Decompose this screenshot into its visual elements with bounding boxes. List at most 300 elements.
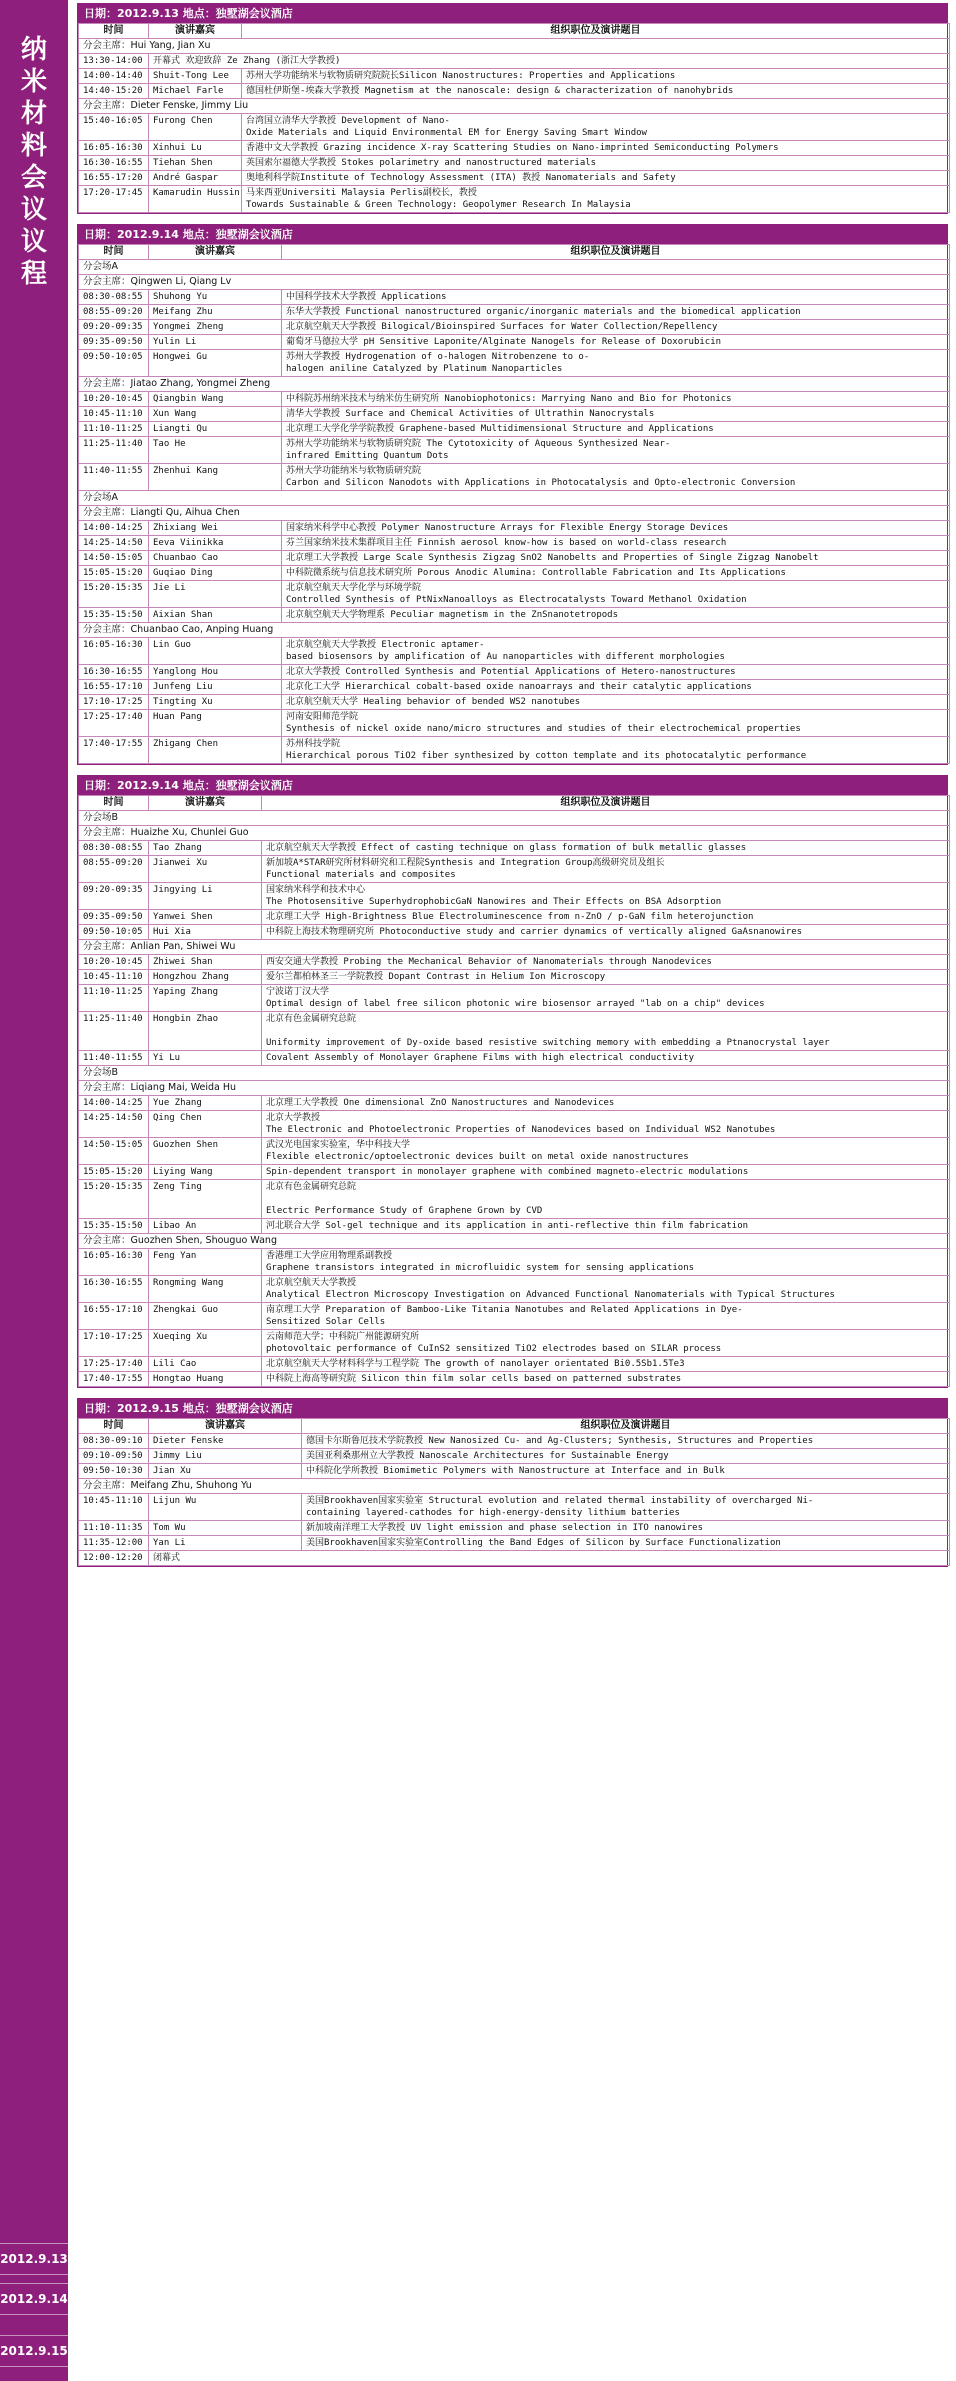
schedule-table	[78, 795, 950, 1387]
talk-topic: 葡萄牙马德拉大学 pH Sensitive Laponite/Alginate Nanogels for Release of Doxorubicin	[282, 335, 950, 350]
speaker-name: Yulin Li	[149, 335, 282, 350]
speaker-name: Feng Yan	[149, 1249, 262, 1276]
talk-time: 15:05-15:20	[79, 566, 149, 581]
chair-row	[79, 275, 950, 290]
talk-topic: 清华大学教授 Surface and Chemical Activities of Ultrathin Nanocrystals	[282, 407, 950, 422]
speaker-name: Libao An	[149, 1219, 262, 1234]
talk-time: 17:20-17:45	[79, 186, 149, 213]
title-char: 纳	[20, 35, 47, 65]
talk-time: 16:55-17:10	[79, 680, 149, 695]
speaker-name: Liangti Qu	[149, 422, 282, 437]
speaker-name: Lijun Wu	[149, 1494, 302, 1521]
table-row	[79, 1138, 950, 1165]
table-row	[79, 69, 950, 84]
day-section	[77, 3, 948, 214]
table-row	[79, 710, 950, 737]
table-row	[79, 1330, 950, 1357]
table-row	[79, 186, 950, 213]
speaker-name: Jingying Li	[149, 883, 262, 910]
speaker-name: Yanglong Hou	[149, 665, 282, 680]
chair-row	[79, 377, 950, 392]
speaker-name: Hongwei Gu	[149, 350, 282, 377]
talk-time: 10:20-10:45	[79, 955, 149, 970]
table-row	[79, 925, 950, 940]
table-row	[79, 1051, 950, 1066]
chair-row	[79, 940, 950, 955]
speaker-name: Qing Chen	[149, 1111, 262, 1138]
talk-time: 09:35-09:50	[79, 335, 149, 350]
talk-time: 14:40-15:20	[79, 84, 149, 99]
talk-time: 16:30-16:55	[79, 665, 149, 680]
talk-time: 16:05-16:30	[79, 1249, 149, 1276]
venue-label: 分会场B	[79, 811, 950, 826]
table-row	[79, 970, 950, 985]
talk-time: 08:30-08:55	[79, 290, 149, 305]
venue-row	[79, 491, 950, 506]
title-char: 程	[20, 259, 47, 289]
speaker-name: Yongmei Zheng	[149, 320, 282, 335]
table-row	[79, 114, 950, 141]
talk-topic: 苏州科技学院 Hierarchical porous TiO2 fiber synthesized by cotton template and its photocatalytic performance	[282, 737, 950, 764]
speaker-name: Hongzhou Zhang	[149, 970, 262, 985]
table-row	[79, 392, 950, 407]
talk-time: 11:25-11:40	[79, 437, 149, 464]
session-chair: 分会主席：Liqiang Mai, Weida Hu	[79, 1081, 950, 1096]
speaker-name: Jian Xu	[149, 1464, 302, 1479]
talk-topic: 国家纳米科学和技术中心 The Photosensitive SuperhydrophobicGaN Nanowires and Their Effects on BSA Adsorption	[262, 883, 950, 910]
table-row	[79, 407, 950, 422]
talk-topic: 西安交通大学教授 Probing the Mechanical Behavior of Nanomaterials through Nanodevices	[262, 955, 950, 970]
talk-topic: 东华大学教授 Functional nanostructured organic/inorganic materials and the biomedical application	[282, 305, 950, 320]
speaker-name: Eeva Viinikka	[149, 536, 282, 551]
speaker-name: Yan Li	[149, 1536, 302, 1551]
col-header-speaker: 演讲嘉宾	[149, 1419, 302, 1434]
table-row	[79, 608, 950, 623]
day-section	[77, 1398, 948, 1567]
table-row	[79, 335, 950, 350]
title-char: 材	[20, 99, 47, 129]
talk-topic: 北京大学教授 Controlled Synthesis and Potential Applications of Hetero-nanostructures	[282, 665, 950, 680]
talk-time: 16:55-17:10	[79, 1303, 149, 1330]
talk-time: 14:00-14:25	[79, 1096, 149, 1111]
talk-topic: 台湾国立清华大学教授 Development of Nano- Oxide Materials and Liquid Environmental EM for Energy Saving Smart Window	[242, 114, 950, 141]
date-tab-0914[interactable]: 2012.9.14	[0, 2283, 68, 2315]
talk-time: 14:50-15:05	[79, 1138, 149, 1165]
table-row	[79, 521, 950, 536]
table-row	[79, 1372, 950, 1387]
talk-topic: 苏州大学功能纳米与软物质研究院 The Cytotoxicity of Aqueous Synthesized Near- infrared Emitting Quantum Dots	[282, 437, 950, 464]
talk-time: 09:10-09:50	[79, 1449, 149, 1464]
chair-row	[79, 826, 950, 841]
table-row	[79, 985, 950, 1012]
table-row	[79, 290, 950, 305]
table-row	[79, 1434, 950, 1449]
talk-time: 15:20-15:35	[79, 1180, 149, 1219]
table-row	[79, 1096, 950, 1111]
speaker-name: Liying Wang	[149, 1165, 262, 1180]
talk-time: 08:30-08:55	[79, 841, 149, 856]
talk-time: 11:35-12:00	[79, 1536, 149, 1551]
table-row	[79, 437, 950, 464]
speaker-name: Huan Pang	[149, 710, 282, 737]
table-row	[79, 841, 950, 856]
title-char: 米	[20, 67, 47, 97]
table-row	[79, 156, 950, 171]
chair-row	[79, 623, 950, 638]
col-header-topic: 组织职位及演讲题目	[242, 24, 950, 39]
speaker-name: Hongbin Zhao	[149, 1012, 262, 1051]
talk-time: 14:00-14:25	[79, 521, 149, 536]
talk-topic: 爱尔兰都柏林圣三一学院教授 Dopant Contrast in Helium Ion Microscopy	[262, 970, 950, 985]
table-header-row	[79, 796, 950, 811]
speaker-name: Hongtao Huang	[149, 1372, 262, 1387]
talk-topic: 北京航空航天大学化学与环境学院 Controlled Synthesis of PtNixNanoalloys as Electrocatalysts Toward Methanol Oxidation	[282, 581, 950, 608]
talk-topic: 中国科学技术大学教授 Applications	[282, 290, 950, 305]
talk-time: 11:10-11:25	[79, 422, 149, 437]
talk-topic: 河南安阳师范学院 Synthesis of nickel oxide nano/micro structures and studies of their electrochemical properties	[282, 710, 950, 737]
talk-topic: Covalent Assembly of Monolayer Graphene Films with high electrical conductivity	[262, 1051, 950, 1066]
table-row	[79, 680, 950, 695]
conference-title	[0, 34, 68, 290]
talk-topic: 中科院上海技术物理研究所 Photoconductive study and carrier dynamics of vertically aligned GaAsnanowires	[262, 925, 950, 940]
table-row	[79, 638, 950, 665]
speaker-name: Kamarudin Hussin	[149, 186, 242, 213]
speaker-name: André Gaspar	[149, 171, 242, 186]
col-header-topic: 组织职位及演讲题目	[302, 1419, 950, 1434]
talk-time: 17:25-17:40	[79, 710, 149, 737]
talk-time: 14:50-15:05	[79, 551, 149, 566]
session-chair: 分会主席：Guozhen Shen, Shouguo Wang	[79, 1234, 950, 1249]
col-header-topic: 组织职位及演讲题目	[282, 245, 950, 260]
talk-time: 11:40-11:55	[79, 1051, 149, 1066]
speaker-name: Guqiao Ding	[149, 566, 282, 581]
talk-topic: 中科院微系统与信息技术研究所 Porous Anodic Alumina: Controllable Fabrication and Its Applications	[282, 566, 950, 581]
speaker-name: Shuhong Yu	[149, 290, 282, 305]
table-row	[79, 141, 950, 156]
talk-time: 10:45-11:10	[79, 407, 149, 422]
speaker-name: Aixian Shan	[149, 608, 282, 623]
table-row	[79, 84, 950, 99]
table-row	[79, 305, 950, 320]
speaker-name: Tiehan Shen	[149, 156, 242, 171]
speaker-name: Meifang Zhu	[149, 305, 282, 320]
talk-topic: 德国杜伊斯堡-埃森大学教授 Magnetism at the nanoscale: design & characterization of nanohybrids	[242, 84, 950, 99]
date-tab-0913[interactable]: 2012.9.13	[0, 2243, 68, 2275]
talk-topic: 北京航空航天大学教授 Effect of casting technique on glass formation of bulk metallic glasses	[262, 841, 950, 856]
chair-row	[79, 39, 950, 54]
day-header: 日期：2012.9.15 地点：独墅湖会议酒店	[78, 1399, 947, 1418]
schedule-content	[77, 3, 948, 1577]
speaker-name: Tao Zhang	[149, 841, 262, 856]
session-chair: 分会主席：Huaizhe Xu, Chunlei Guo	[79, 826, 950, 841]
talk-topic: 北京化工大学 Hierarchical cobalt-based oxide nanoarrays and their catalytic applications	[282, 680, 950, 695]
table-row	[79, 1536, 950, 1551]
speaker-name: Xueqing Xu	[149, 1330, 262, 1357]
talk-time: 17:40-17:55	[79, 737, 149, 764]
talk-time: 11:10-11:25	[79, 985, 149, 1012]
table-row	[79, 1494, 950, 1521]
table-row	[79, 1551, 950, 1566]
talk-topic: 北京理工大学教授 Large Scale Synthesis Zigzag SnO2 Nanobelts and Properties of Single Zigzag Nanobelt	[282, 551, 950, 566]
table-row	[79, 581, 950, 608]
speaker-name: Rongming Wang	[149, 1276, 262, 1303]
talk-time: 10:45-11:10	[79, 970, 149, 985]
title-char: 料	[20, 131, 47, 161]
table-row	[79, 695, 950, 710]
talk-time: 15:40-16:05	[79, 114, 149, 141]
session-chair: 分会主席：Qingwen Li, Qiang Lv	[79, 275, 950, 290]
speaker-name: Zhigang Chen	[149, 737, 282, 764]
venue-label: 分会场A	[79, 491, 950, 506]
talk-topic: Spin-dependent transport in monolayer graphene with combined magneto-electric modulations	[262, 1165, 950, 1180]
venue-label: 分会场A	[79, 260, 950, 275]
speaker-name: Furong Chen	[149, 114, 242, 141]
table-row	[79, 551, 950, 566]
talk-topic: 北京有色金属研究总院 Electric Performance Study of Graphene Grown by CVD	[262, 1180, 950, 1219]
col-header-time: 时间	[79, 24, 149, 39]
speaker-name: Jianwei Xu	[149, 856, 262, 883]
schedule-table	[78, 23, 950, 213]
talk-topic: 中科院上海高等研究院 Silicon thin film solar cells based on patterned substrates	[262, 1372, 950, 1387]
speaker-name: Zeng Ting	[149, 1180, 262, 1219]
table-row	[79, 1521, 950, 1536]
speaker-name: Junfeng Liu	[149, 680, 282, 695]
talk-topic: 香港中文大学教授 Grazing incidence X-ray Scattering Studies on Nano-imprinted Semiconducting Polymers	[242, 141, 950, 156]
session-chair: 分会主席：Chuanbao Cao, Anping Huang	[79, 623, 950, 638]
day-header: 日期：2012.9.14 地点：独墅湖会议酒店	[78, 776, 947, 795]
talk-topic: 北京大学教授 The Electronic and Photoelectronic Properties of Nanodevices based on Individual WS2 Nanotubes	[262, 1111, 950, 1138]
talk-time: 09:20-09:35	[79, 320, 149, 335]
speaker-name: Lin Guo	[149, 638, 282, 665]
chair-row	[79, 506, 950, 521]
speaker-name: Hui Xia	[149, 925, 262, 940]
speaker-name: Jie Li	[149, 581, 282, 608]
table-row	[79, 910, 950, 925]
talk-time: 17:40-17:55	[79, 1372, 149, 1387]
day-section	[77, 775, 948, 1388]
talk-topic: 北京航空航天大学 Healing behavior of bended WS2 nanotubes	[282, 695, 950, 710]
session-chair: 分会主席：Dieter Fenske, Jimmy Liu	[79, 99, 950, 114]
talk-time: 09:50-10:30	[79, 1464, 149, 1479]
table-row	[79, 955, 950, 970]
table-row	[79, 464, 950, 491]
talk-time: 09:50-10:05	[79, 350, 149, 377]
talk-time: 09:35-09:50	[79, 910, 149, 925]
talk-topic: 北京理工大学 High-Brightness Blue Electroluminescence from n-ZnO / p-GaN film heterojunction	[262, 910, 950, 925]
speaker-name: Yue Zhang	[149, 1096, 262, 1111]
col-header-time: 时间	[79, 796, 149, 811]
table-row	[79, 171, 950, 186]
speaker-name: Yaping Zhang	[149, 985, 262, 1012]
speaker-name: Guozhen Shen	[149, 1138, 262, 1165]
talk-time: 11:40-11:55	[79, 464, 149, 491]
talk-topic: 北京理工大学化学学院教授 Graphene-based Multidimensional Structure and Applications	[282, 422, 950, 437]
col-header-speaker: 演讲嘉宾	[149, 245, 282, 260]
talk-topic: 开幕式 欢迎致辞 Ze Zhang (浙江大学教授)	[149, 54, 950, 69]
table-row	[79, 566, 950, 581]
talk-time: 10:45-11:10	[79, 1494, 149, 1521]
table-row	[79, 1303, 950, 1330]
talk-topic: 河北联合大学 Sol-gel technique and its application in anti-reflective thin film fabrication	[262, 1219, 950, 1234]
venue-row	[79, 1066, 950, 1081]
table-row	[79, 1012, 950, 1051]
talk-time: 08:55-09:20	[79, 856, 149, 883]
day-section	[77, 224, 948, 765]
col-header-time: 时间	[79, 245, 149, 260]
table-row	[79, 1180, 950, 1219]
talk-time: 13:30-14:00	[79, 54, 149, 69]
talk-time: 16:05-16:30	[79, 141, 149, 156]
talk-time: 08:30-09:10	[79, 1434, 149, 1449]
venue-row	[79, 811, 950, 826]
talk-topic: 北京理工大学教授 One dimensional ZnO Nanostructures and Nanodevices	[262, 1096, 950, 1111]
date-tab-0915[interactable]: 2012.9.15	[0, 2335, 68, 2367]
talk-time: 17:10-17:25	[79, 695, 149, 710]
table-row	[79, 1219, 950, 1234]
talk-topic: 英国索尔福德大学教授 Stokes polarimetry and nanostructured materials	[242, 156, 950, 171]
table-row	[79, 1276, 950, 1303]
table-row	[79, 1464, 950, 1479]
speaker-name: Tingting Xu	[149, 695, 282, 710]
talk-time: 09:20-09:35	[79, 883, 149, 910]
table-header-row	[79, 1419, 950, 1434]
talk-time: 14:25-14:50	[79, 536, 149, 551]
talk-topic: 苏州大学功能纳米与软物质研究院 Carbon and Silicon Nanodots with Applications in Photocatalysis and Opto-electronic Conversion	[282, 464, 950, 491]
talk-time: 15:35-15:50	[79, 608, 149, 623]
table-row	[79, 350, 950, 377]
col-header-topic: 组织职位及演讲题目	[262, 796, 950, 811]
title-char: 会	[20, 163, 47, 193]
speaker-name: Xun Wang	[149, 407, 282, 422]
talk-topic: 北京航空航天大学物理系 Peculiar magnetism in the ZnSnanotetropods	[282, 608, 950, 623]
table-row	[79, 54, 950, 69]
table-row	[79, 737, 950, 764]
table-row	[79, 536, 950, 551]
table-header-row	[79, 245, 950, 260]
talk-time: 08:55-09:20	[79, 305, 149, 320]
speaker-name: Tom Wu	[149, 1521, 302, 1536]
talk-topic: 北京航空航天大学教授 Analytical Electron Microscopy Investigation on Advanced Functional Nanomaterials with Typical Structures	[262, 1276, 950, 1303]
talk-time: 14:25-14:50	[79, 1111, 149, 1138]
speaker-name: Yi Lu	[149, 1051, 262, 1066]
talk-time: 16:55-17:20	[79, 171, 149, 186]
speaker-name: Michael Farle	[149, 84, 242, 99]
speaker-name: Zhiwei Shan	[149, 955, 262, 970]
talk-topic: 新加坡南洋理工大学教授 UV light emission and phase selection in ITO nanowires	[302, 1521, 950, 1536]
venue-label: 分会场B	[79, 1066, 950, 1081]
talk-topic: 美国亚利桑那州立大学教授 Nanoscale Architectures for Sustainable Energy	[302, 1449, 950, 1464]
speaker-name: Zhengkai Guo	[149, 1303, 262, 1330]
talk-topic: 北京航空航天大学材料科学与工程学院 The growth of nanolayer orientated Bi0.5Sb1.5Te3	[262, 1357, 950, 1372]
talk-topic: 中科院苏州纳米技术与纳米仿生研究所 Nanobiophotonics: Marrying Nano and Bio for Photonics	[282, 392, 950, 407]
speaker-name: Dieter Fenske	[149, 1434, 302, 1449]
session-chair: 分会主席：Anlian Pan, Shiwei Wu	[79, 940, 950, 955]
speaker-name: Yanwei Shen	[149, 910, 262, 925]
talk-time: 17:25-17:40	[79, 1357, 149, 1372]
talk-topic: 美国Brookhaven国家实验室Controlling the Band Edges of Silicon by Surface Functionalization	[302, 1536, 950, 1551]
title-char: 议	[20, 195, 47, 225]
talk-time: 17:10-17:25	[79, 1330, 149, 1357]
chair-row	[79, 1479, 950, 1494]
talk-topic: 香港理工大学应用物理系副教授 Graphene transistors integrated in microfluidic system for sensing applications	[262, 1249, 950, 1276]
col-header-speaker: 演讲嘉宾	[149, 24, 242, 39]
speaker-name: Xinhui Lu	[149, 141, 242, 156]
day-header: 日期：2012.9.14 地点：独墅湖会议酒店	[78, 225, 947, 244]
talk-topic: 新加坡A*STAR研究所材料研究和工程院Synthesis and Integration Group高级研究员及组长 Functional materials and composites	[262, 856, 950, 883]
speaker-name: Zhixiang Wei	[149, 521, 282, 536]
title-char: 议	[20, 227, 47, 257]
talk-topic: 北京航空航天大学教授 Electronic aptamer- based biosensors by amplification of Au nanoparticles with different morphologies	[282, 638, 950, 665]
table-header-row	[79, 24, 950, 39]
talk-time: 12:00-12:20	[79, 1551, 149, 1566]
col-header-time: 时间	[79, 1419, 149, 1434]
speaker-name: Lili Cao	[149, 1357, 262, 1372]
session-chair: 分会主席：Hui Yang, Jian Xu	[79, 39, 950, 54]
table-row	[79, 1165, 950, 1180]
talk-time: 09:50-10:05	[79, 925, 149, 940]
session-chair: 分会主席：Meifang Zhu, Shuhong Yu	[79, 1479, 950, 1494]
talk-topic: 德国卡尔斯鲁厄技术学院教授 New Nanosized Cu- and Ag-Clusters; Synthesis, Structures and Properties	[302, 1434, 950, 1449]
table-row	[79, 1449, 950, 1464]
talk-time: 14:00-14:40	[79, 69, 149, 84]
speaker-name: Jimmy Liu	[149, 1449, 302, 1464]
speaker-name: Chuanbao Cao	[149, 551, 282, 566]
talk-topic: 国家纳米科学中心教授 Polymer Nanostructure Arrays for Flexible Energy Storage Devices	[282, 521, 950, 536]
talk-topic: 中科院化学所教授 Biomimetic Polymers with Nanostructure at Interface and in Bulk	[302, 1464, 950, 1479]
talk-time: 16:30-16:55	[79, 156, 149, 171]
session-chair: 分会主席：Jiatao Zhang, Yongmei Zheng	[79, 377, 950, 392]
talk-time: 15:35-15:50	[79, 1219, 149, 1234]
talk-time: 16:05-16:30	[79, 638, 149, 665]
talk-time: 16:30-16:55	[79, 1276, 149, 1303]
table-row	[79, 856, 950, 883]
talk-topic: 宁波诺丁汉大学 Optimal design of label free silicon photonic wire biosensor arrayed "lab on a chip" devices	[262, 985, 950, 1012]
table-row	[79, 1249, 950, 1276]
talk-topic: 北京航空航天大学教授 Bilogical/Bioinspired Surfaces for Water Collection/Repellency	[282, 320, 950, 335]
talk-topic: 云南师范大学；中科院广州能源研究所 photovoltaic performance of CuInS2 sensitized TiO2 electrodes based on SILAR process	[262, 1330, 950, 1357]
table-row	[79, 422, 950, 437]
schedule-table	[78, 244, 950, 764]
talk-topic: 苏州大学功能纳米与软物质研究院院长Silicon Nanostructures: Properties and Applications	[242, 69, 950, 84]
sidebar	[0, 0, 68, 2381]
session-chair: 分会主席：Liangti Qu, Aihua Chen	[79, 506, 950, 521]
talk-topic: 闭幕式	[149, 1551, 950, 1566]
day-header: 日期：2012.9.13 地点：独墅湖会议酒店	[78, 4, 947, 23]
speaker-name: Tao He	[149, 437, 282, 464]
talk-time: 10:20-10:45	[79, 392, 149, 407]
speaker-name: Qiangbin Wang	[149, 392, 282, 407]
chair-row	[79, 99, 950, 114]
table-row	[79, 1357, 950, 1372]
talk-time: 11:25-11:40	[79, 1012, 149, 1051]
talk-topic: 南京理工大学 Preparation of Bamboo-Like Titania Nanotubes and Related Applications in Dye- Sensitized Solar Cells	[262, 1303, 950, 1330]
talk-time: 15:20-15:35	[79, 581, 149, 608]
speaker-name: Zhenhui Kang	[149, 464, 282, 491]
chair-row	[79, 1234, 950, 1249]
talk-topic: 奥地利科学院Institute of Technology Assessment (ITA) 教授 Nanomaterials and Safety	[242, 171, 950, 186]
talk-topic: 芬兰国家纳米技术集群项目主任 Finnish aerosol know-how is based on world-class research	[282, 536, 950, 551]
venue-row	[79, 260, 950, 275]
table-row	[79, 320, 950, 335]
talk-topic: 美国Brookhaven国家实验室 Structural evolution and related thermal instability of overcharged Ni- containing layered-cathodes for high-energy-density lithium batteries	[302, 1494, 950, 1521]
talk-topic: 北京有色金属研究总院 Uniformity improvement of Dy-oxide based resistive switching memory with embedding a Ptnanocrystal layer	[262, 1012, 950, 1051]
schedule-table	[78, 1418, 950, 1566]
talk-topic: 武汉光电国家实验室，华中科技大学 Flexible electronic/optoelectronic devices built on metal oxide nanostructures	[262, 1138, 950, 1165]
talk-topic: 苏州大学教授 Hydrogenation of o-halogen Nitrobenzene to o- halogen aniline Catalyzed by Platinum Nanoparticles	[282, 350, 950, 377]
table-row	[79, 665, 950, 680]
col-header-speaker: 演讲嘉宾	[149, 796, 262, 811]
talk-time: 11:10-11:35	[79, 1521, 149, 1536]
